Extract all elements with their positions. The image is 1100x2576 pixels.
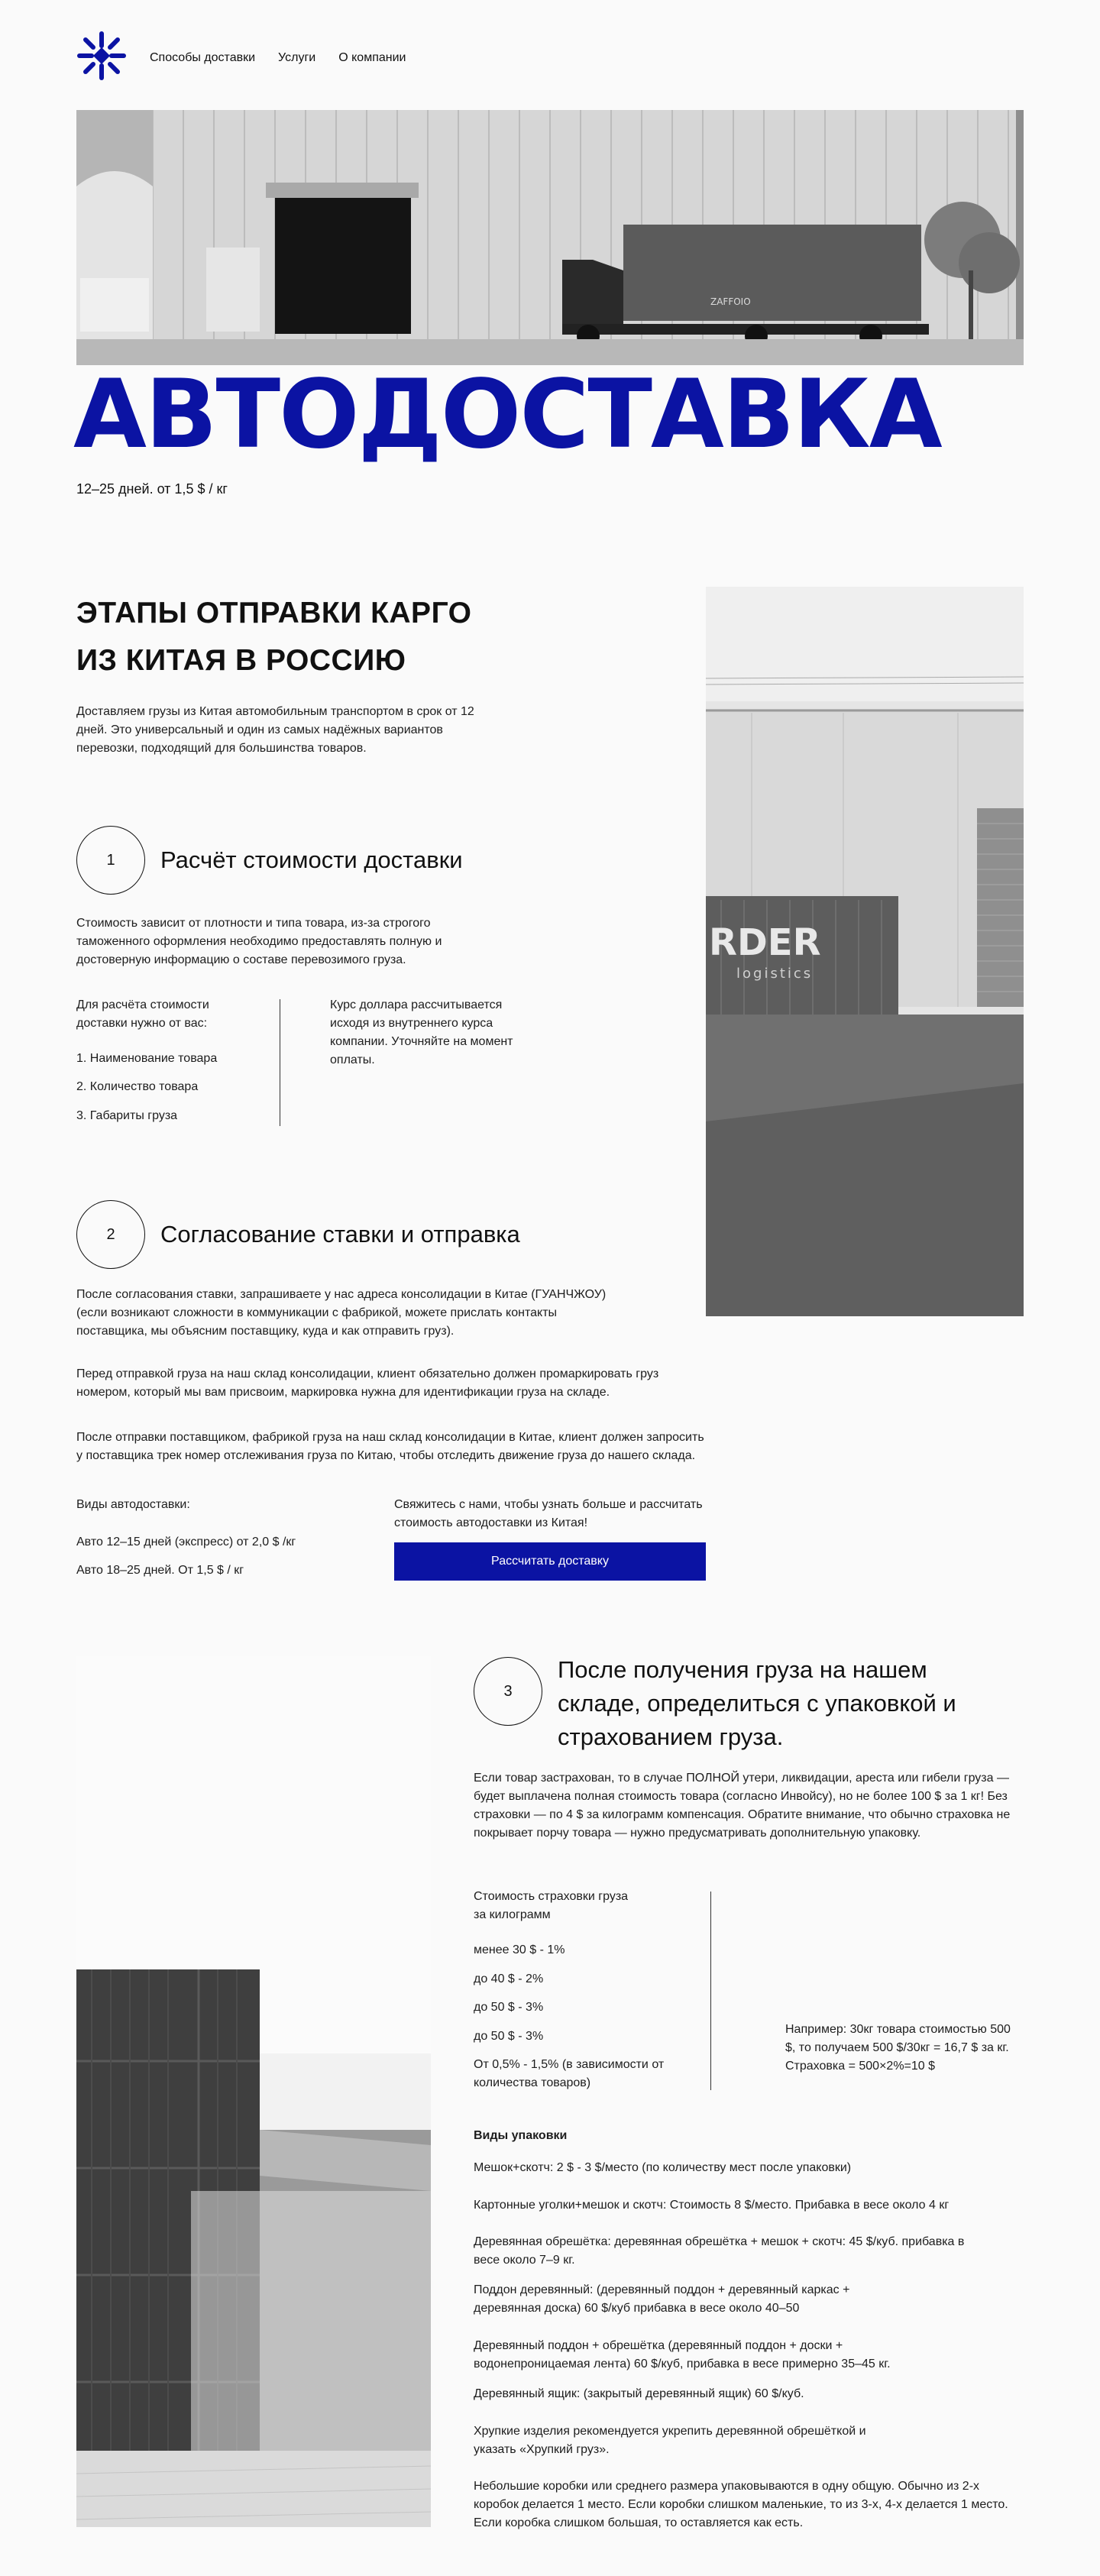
section-title <box>76 590 472 684</box>
insurance-rate-4: до 50 $ - 3% <box>474 2030 544 2043</box>
insurance-rate-2: до 40 $ - 2% <box>474 1972 544 1985</box>
needs-item-1: 1. Наименование товара <box>76 1052 218 1065</box>
nav-delivery-methods[interactable]: Способы доставки <box>150 51 256 64</box>
packaging-item-6: Деревянный ящик: (закрытый деревянный ящик) 60 $/куб. <box>474 2387 804 2400</box>
logo-icon <box>76 31 127 81</box>
step-1-exchange-note: Курс доллара рассчитывается исходя из внутреннего курса компании. Уточняйте на момент оплаты. <box>330 998 513 1066</box>
step-2-number: 2 <box>76 1200 145 1269</box>
hero-warehouse-photo <box>76 110 1024 365</box>
truck-logo-text: ZAFFOIO <box>710 296 751 307</box>
step-2-p2: Перед отправкой груза на наш склад консолидации, клиент обязательно должен промаркировать груз номером, который мы вам присвоим, маркировка нужна для идентификации груза на складе. <box>76 1367 659 1399</box>
container-yard-photo <box>706 587 1024 1316</box>
step-1-needs-title: Для расчёта стоимости доставки нужно от вас: <box>76 998 209 1030</box>
packaging-item-1: Мешок+скотч: 2 $ - 3 $/место (по количеству мест после упаковки) <box>474 2161 852 2174</box>
needs-item-3: 3. Габариты груза <box>76 1109 178 1122</box>
container-brand-text: RDER <box>709 921 821 964</box>
delivery-type-standard: Авто 18–25 дней. От 1,5 $ / кг <box>76 1564 244 1577</box>
section-title-line-1: ЭТАПЫ ОТПРАВКИ КАРГО <box>76 597 472 629</box>
step-2-title: Согласование ставки и отправка <box>160 1221 520 1248</box>
step-2-p1: После согласования ставки, запрашиваете у нас адреса консолидации в Китае (ГУАНЧЖОУ) (если возникают сложности в коммуникации с фабрикой, можете прислать контакты поставщика, мы объясним поставщику, куда и как отправить груз). <box>76 1288 607 1338</box>
insurance-rate-3: до 50 $ - 3% <box>474 2001 544 2014</box>
step-2-p3: После отправки поставщиком, фабрикой груза на наш склад консолидации в Китае, клиент должен запросить у поставщика трек номер отслеживания груза по Китаю, чтобы отследить движение груза до нашего склада. <box>76 1431 704 1462</box>
step-1-title: Расчёт стоимости доставки <box>160 846 463 873</box>
step-3-insurance-text: Если товар застрахован, то в случае ПОЛНОЙ утери, ликвидации, ареста или гибели груза — будет выплачена полная стоимость товара (согласно Инвойсу), но не более 100 $ за 1 кг! Без страховки — по 4 $ за килограмм компенсация. Обратите внимание, что обычно страховка не покрывает порчу товара — нужно предусматривать дополнительную упаковку. <box>474 1772 1011 1840</box>
logo[interactable] <box>76 31 127 81</box>
step-3-title: После получения груза на нашем складе, определиться с упаковкой и страхованием груза. <box>558 1656 956 1750</box>
hero-subtitle: 12–25 дней. от 1,5 $ / кг <box>76 481 228 497</box>
intro-lead: Доставляем грузы из Китая автомобильным транспортом в срок от 12 дней. Это универсальный и один из самых надёжных вариантов перевозки, подходящий для большинства товаров. <box>76 705 474 755</box>
step-1-number: 1 <box>76 826 145 895</box>
container-sub-text: logistics <box>736 966 814 982</box>
nav-services[interactable]: Услуги <box>278 51 316 64</box>
delivery-type-express: Авто 12–15 дней (экспресс) от 2,0 $ /кг <box>76 1536 296 1549</box>
divider <box>710 1892 711 2090</box>
cta-text: Свяжитесь с нами, чтобы узнать больше и рассчитать стоимость автодоставки из Китая! <box>394 1498 703 1529</box>
packaging-item-4: Поддон деревянный: (деревянный поддон + деревянный каркас + деревянная доска) 60 $/куб прибавка в весе около 40–50 <box>474 2283 850 2315</box>
packaging-item-5: Деревянный поддон + обрешётка (деревянный поддон + доски + водонепроницаемая лента) 60 $/куб, прибавка в весе примерно 35–45 кг. <box>474 2339 891 2371</box>
section-title-line-2: ИЗ КИТАЯ В РОССИЮ <box>76 644 406 677</box>
step-3-number: 3 <box>474 1657 542 1726</box>
containers-stack-photo <box>76 1656 431 2527</box>
packaging-item-2: Картонные уголки+мешок и скотч: Стоимость 8 $/место. Прибавка в весе около 4 кг <box>474 2199 950 2212</box>
packaging-item-7: Хрупкие изделия рекомендуется укрепить деревянной обрешёткой и указать «Хрупкий груз». <box>474 2425 866 2456</box>
insurance-price-title: Стоимость страховки груза за килограмм <box>474 1890 629 1921</box>
insurance-rate-1: менее 30 $ - 1% <box>474 1943 565 1956</box>
needs-item-2: 2. Количество товара <box>76 1080 199 1093</box>
hero-title: АВТОДОСТАВКА <box>73 360 941 470</box>
delivery-types-title: Виды автодоставки: <box>76 1498 190 1511</box>
main-nav <box>150 49 406 67</box>
packaging-item-3: Деревянная обрешётка: деревянная обрешётка + мешок + скотч: 45 $/куб. прибавка в весе около 7–9 кг. <box>474 2235 965 2267</box>
step-1-text: Стоимость зависит от плотности и типа товара, из-за строгого таможенного оформления необходимо предоставлять полную и достоверную информацию о составе перевозимого груза. <box>76 917 442 966</box>
insurance-example: Например: 30кг товара стоимостью 500 $, то получаем 500 $/30кг = 16,7 $ за кг. Страховка = 500×2%=10 $ <box>785 2023 1011 2073</box>
calculate-delivery-button[interactable]: Рассчитать доставку <box>394 1542 706 1581</box>
packaging-title: Виды упаковки <box>474 2129 568 2142</box>
insurance-rate-5: От 0,5% - 1,5% (в зависимости от количества товаров) <box>474 2058 665 2089</box>
packaging-item-8: Небольшие коробки или среднего размера упаковываются в одну общую. Обычно из 2-х коробок делается 1 место. Если коробки слишком маленькие, то из 3-х, 4-х делается 1 место. Если коробка слишком большая, то оставляется как есть. <box>474 2480 1008 2529</box>
nav-about[interactable]: О компании <box>338 51 406 64</box>
